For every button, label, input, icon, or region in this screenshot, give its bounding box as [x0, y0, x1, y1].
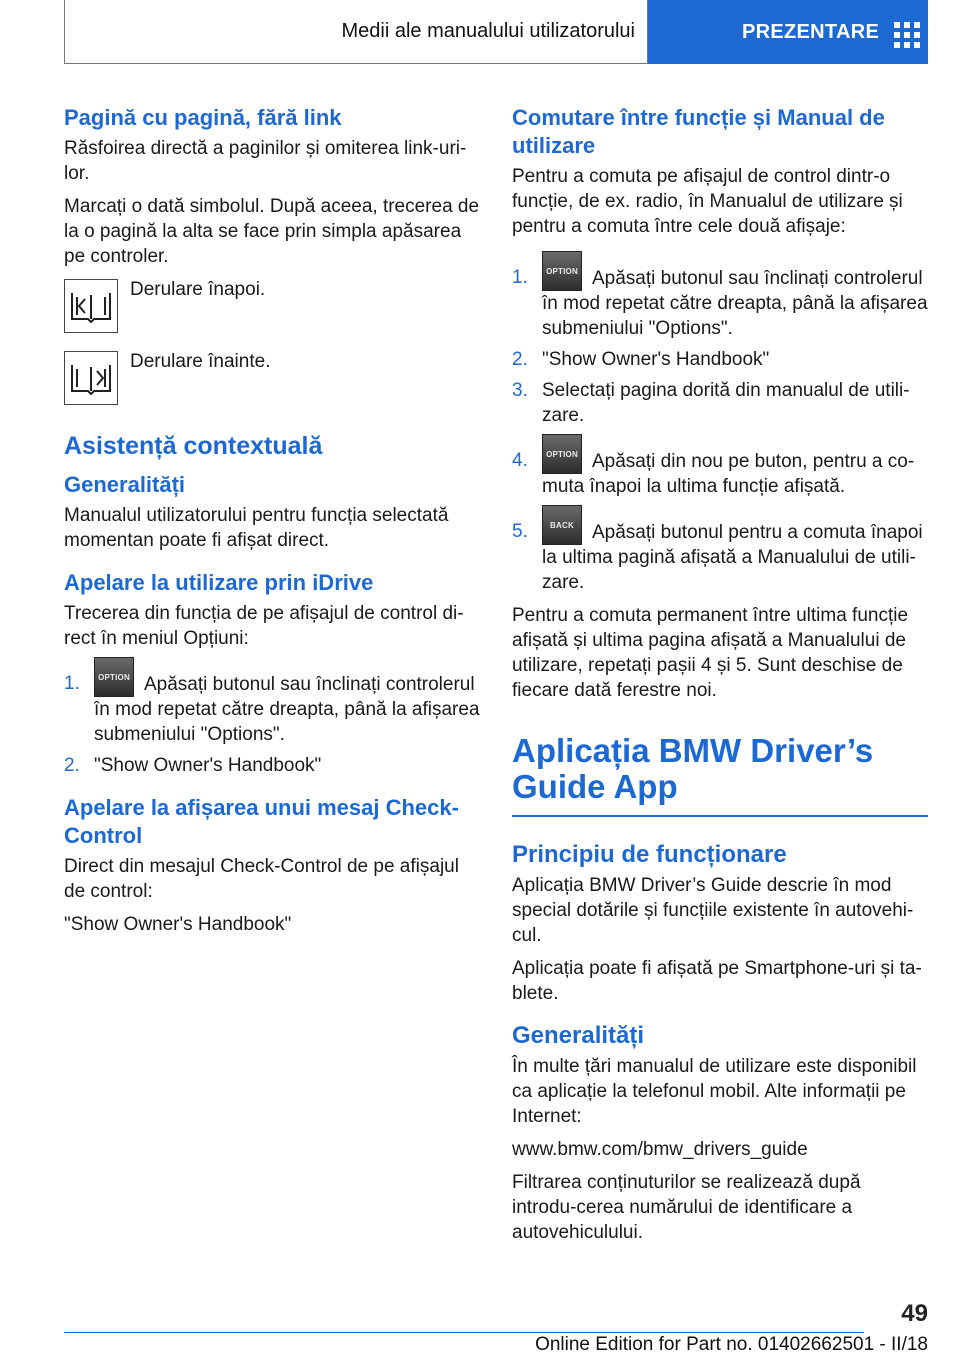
heading-context-help: Asistență contextuală	[64, 432, 323, 460]
paragraph: Aplicația BMW Driver’s Guide descrie în mod special dotările și funcțiile existente în autovehi-cul.	[512, 875, 914, 946]
step-text: "Show Owner's Handbook"	[94, 755, 322, 776]
step-number: 1.	[64, 673, 80, 694]
right-column	[512, 100, 928, 1253]
list-item	[512, 448, 928, 499]
heading-principle: Principiu de funcționare	[512, 841, 787, 868]
symbol-forward-label: Derulare înainte.	[130, 351, 271, 372]
step-text: Apăsați din nou pe buton, pentru a co-muta înapoi la ultima funcție afișată.	[542, 451, 915, 497]
heading-page-by-page: Pagină cu pagină, fără link	[64, 105, 342, 130]
step-number: 2.	[512, 349, 528, 370]
paragraph: Marcați o dată simbolul. După aceea, trecerea de la o pagină la alta se face prin simpla apăsarea pe controler.	[64, 196, 480, 267]
back-button-icon: BACK	[542, 505, 582, 545]
paragraph: Manualul utilizatorului pentru funcția selectată momentan poate fi afișat direct.	[64, 505, 449, 551]
option-button-icon: OPTION	[542, 434, 582, 474]
section-title: Medii ale manualului utilizatorului	[64, 0, 648, 64]
step-number: 1.	[512, 267, 528, 288]
option-button-icon: OPTION	[542, 251, 582, 291]
symbol-back-label: Derulare înapoi.	[130, 279, 266, 300]
paragraph: Trecerea din funcția de pe afișajul de control di-rect în meniul Opțiuni:	[64, 603, 464, 649]
idrive-steps	[64, 671, 480, 778]
switch-steps	[512, 265, 928, 595]
heading-switch: Comutare între funcție și Manual de utilizare	[512, 105, 885, 158]
paragraph: Direct din mesajul Check-Control de pe afișajul de control:	[64, 856, 459, 902]
list-item	[64, 671, 480, 747]
step-text: "Show Owner's Handbook"	[542, 349, 770, 370]
list-item	[64, 753, 480, 778]
paragraph: Aplicația poate fi afișată pe Smartphone-uri și ta-blete.	[512, 958, 922, 1004]
edition-text: Online Edition for Part no. 01402662501 - II/18	[535, 1334, 928, 1355]
paragraph: "Show Owner's Handbook"	[64, 914, 292, 935]
page-number: 49	[901, 1300, 928, 1327]
step-text: Apăsați butonul sau înclinați controlerul în mod repetat către dreapta, până la afișarea submeniului "Options".	[94, 674, 480, 745]
step-text: Apăsați butonul pentru a comuta înapoi la ultima pagină afișată a Manualului de utili-zare.	[542, 522, 923, 593]
step-number: 2.	[64, 755, 80, 776]
footer-divider	[64, 1332, 864, 1333]
step-text: Apăsați butonul sau înclinați controlerul în mod repetat către dreapta, până la afișarea submeniului "Options".	[542, 268, 928, 339]
paragraph: Pentru a comuta pe afișajul de control dintr-o funcție, de ex. radio, în Manualul de utilizare și pentru a comuta între cele două afișaje:	[512, 166, 903, 237]
symbol-back-row	[64, 279, 480, 333]
step-number: 3.	[512, 380, 528, 401]
chapter-title: PREZENTARE	[742, 20, 880, 43]
heading-driver-guide-app: Aplicația BMW Driver’s Guide App	[512, 732, 874, 805]
chapter-tab[interactable]	[648, 0, 928, 64]
list-item	[512, 378, 928, 428]
heading-idrive: Apelare la utilizare prin iDrive	[64, 570, 374, 595]
step-number: 5.	[512, 521, 528, 542]
book-back-icon	[64, 279, 118, 333]
heading-general: Generalități	[64, 472, 186, 497]
grid-icon[interactable]	[894, 22, 920, 48]
paragraph: În multe țări manualul de utilizare este disponibil ca aplicație la telefonul mobil. Alte informații pe Internet:	[512, 1056, 917, 1127]
option-button-icon: OPTION	[94, 657, 134, 697]
heading-check-control: Apelare la afișarea unui mesaj Check-Control	[64, 795, 459, 848]
paragraph: Răsfoirea directă a paginilor și omiterea link-uri-lor.	[64, 138, 467, 184]
url-text: www.bmw.com/bmw_drivers_guide	[512, 1139, 808, 1160]
step-text: Selectați pagina dorită din manualul de utili-zare.	[542, 380, 910, 426]
title-rule	[512, 733, 928, 817]
left-column	[64, 100, 480, 945]
list-item	[512, 519, 928, 595]
paragraph: Pentru a comuta permanent între ultima funcție afișată și ultima pagina afișată a Manualului de utilizare, repetați pașii 4 și 5. Sunt deschise de fiecare dată ferestre noi.	[512, 605, 909, 701]
list-item	[512, 265, 928, 341]
step-number: 4.	[512, 450, 528, 471]
heading-general-app: Generalități	[512, 1022, 645, 1049]
page-footer	[64, 1300, 928, 1362]
book-forward-icon	[64, 351, 118, 405]
page-header	[64, 0, 928, 64]
list-item	[512, 347, 928, 372]
symbol-forward-row	[64, 351, 480, 405]
paragraph: Filtrarea conținuturilor se realizează după introdu-cerea numărului de identificare a autovehiculului.	[512, 1172, 861, 1243]
